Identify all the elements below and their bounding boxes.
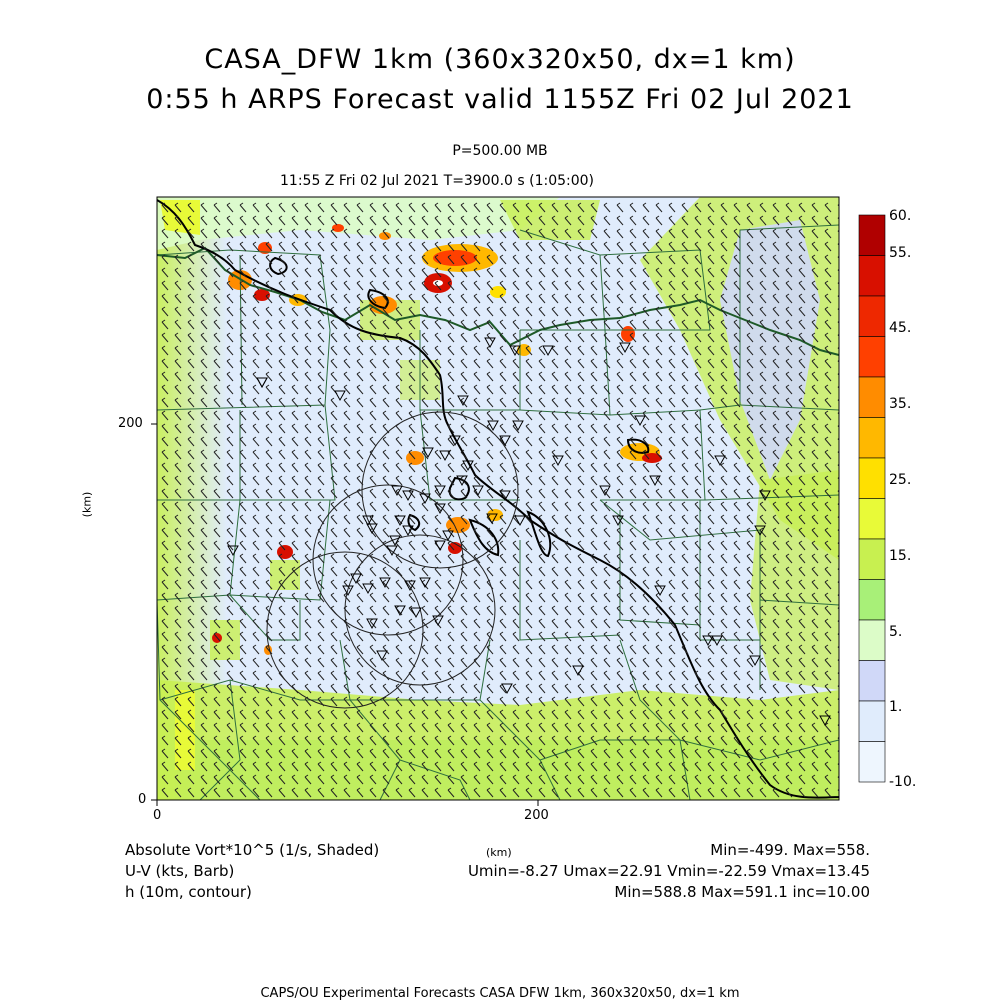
- field-2-stats: Umin=-8.27 Umax=22.91 Vmin=-22.59 Vmax=13.45: [468, 862, 870, 880]
- x-tick-200: 200: [524, 808, 549, 823]
- x-tick-0: 0: [153, 808, 161, 823]
- colorbar-swatch: [859, 418, 885, 459]
- colorbar-swatch: [859, 580, 885, 621]
- field-1-stats: Min=-499. Max=558.: [710, 841, 870, 859]
- field-1-name: Absolute Vort*10^5 (1/s, Shaded): [125, 841, 379, 859]
- colorbar-label-minus10: -10.: [889, 774, 916, 790]
- title-line-2: 0:55 h ARPS Forecast valid 1155Z Fri 02 Jul 2021: [0, 84, 1000, 115]
- valid-time: 11:55 Z Fri 02 Jul 2021 T=3900.0 s (1:05:00): [280, 173, 594, 189]
- colorbar-label-55: 55.: [889, 245, 911, 261]
- colorbar-swatch: [859, 620, 885, 661]
- colorbar: [859, 215, 885, 782]
- colorbar-label-15: 15.: [889, 548, 911, 564]
- colorbar-swatch: [859, 296, 885, 337]
- colorbar-label-1: 1.: [889, 699, 902, 715]
- colorbar-swatch: [859, 256, 885, 297]
- colorbar-swatch: [859, 458, 885, 499]
- colorbar-label-60: 60.: [889, 208, 911, 224]
- x-axis-label: (km): [486, 846, 512, 859]
- colorbar-swatch: [859, 337, 885, 378]
- field-2-name: U-V (kts, Barb): [125, 862, 234, 880]
- colorbar-swatch: [859, 215, 885, 256]
- colorbar-label-5: 5.: [889, 624, 902, 640]
- footer-credit: CAPS/OU Experimental Forecasts CASA DFW 1km, 360x320x50, dx=1 km: [0, 986, 1000, 1001]
- colorbar-swatch: [859, 661, 885, 702]
- field-3-stats: Min=588.8 Max=591.1 inc=10.00: [614, 883, 870, 901]
- colorbar-swatch: [859, 701, 885, 742]
- colorbar-label-45: 45.: [889, 320, 911, 336]
- field-3-name: h (10m, contour): [125, 883, 252, 901]
- title-line-1: CASA_DFW 1km (360x320x50, dx=1 km): [0, 44, 1000, 75]
- colorbar-label-25: 25.: [889, 472, 911, 488]
- y-axis-label: (km): [80, 492, 93, 518]
- colorbar-label-35: 35.: [889, 396, 911, 412]
- y-tick-200: 200: [118, 416, 143, 431]
- colorbar-swatch: [859, 539, 885, 580]
- y-tick-0: 0: [138, 792, 146, 807]
- pressure-level: P=500.00 MB: [0, 143, 1000, 159]
- colorbar-swatch: [859, 499, 885, 540]
- colorbar-swatch: [859, 377, 885, 418]
- colorbar-swatch: [859, 742, 885, 783]
